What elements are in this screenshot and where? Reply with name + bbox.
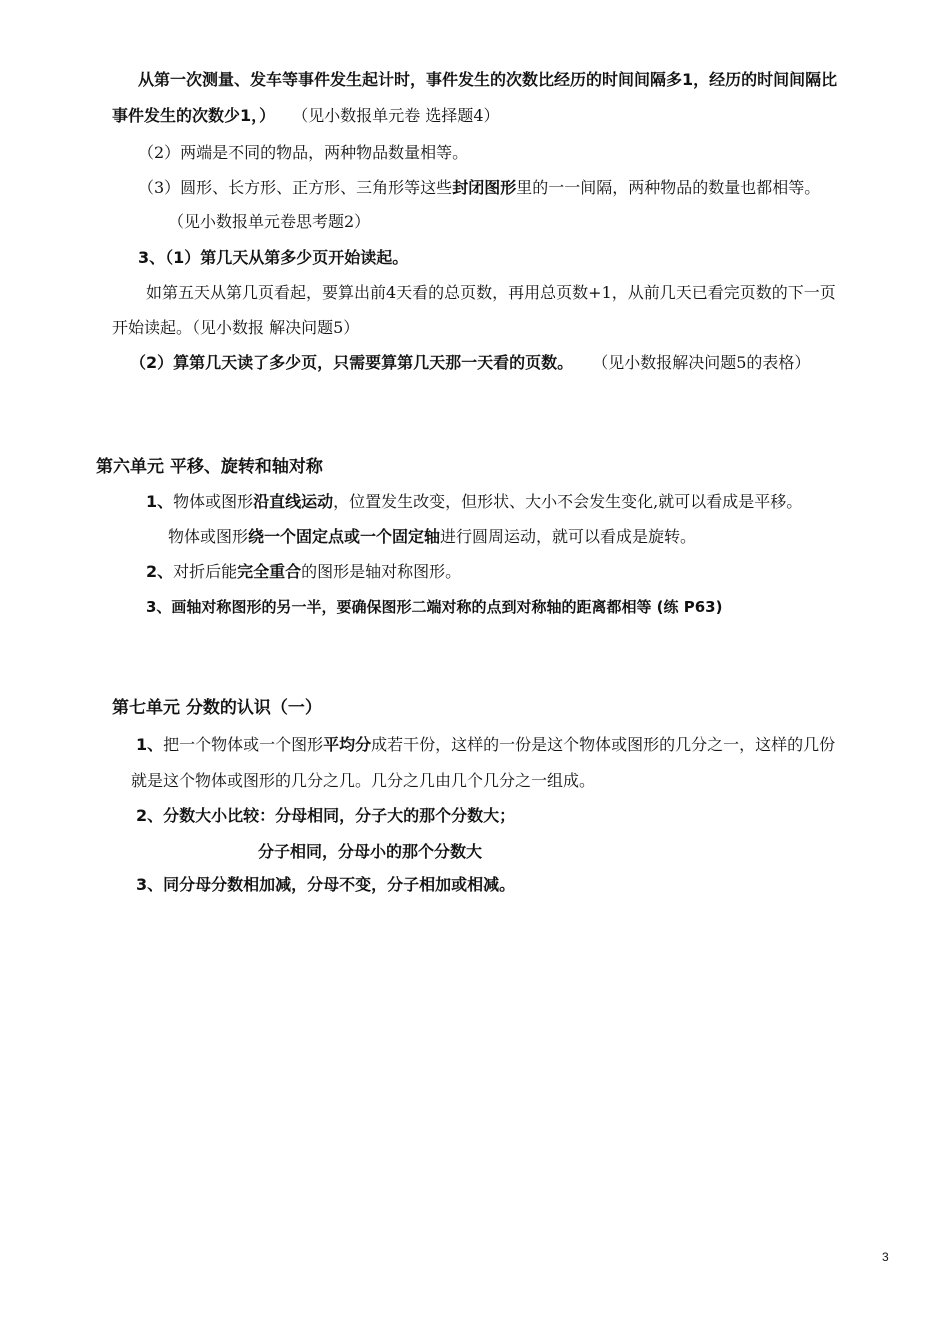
unit6-title (96, 457, 323, 477)
unit6-item-rotation (168, 527, 696, 547)
reading-pages-heading (138, 248, 408, 268)
compare-text: 2、分数大小比较：分母相同，分子大的那个分数大； (136, 806, 516, 825)
daily-pages-rule (130, 353, 810, 373)
unit7-title-text: 第七单元 分数的认识（一） (112, 698, 322, 718)
unit7-item-compare-cont (258, 842, 482, 862)
reading-pages-example-cont (112, 318, 359, 338)
draw-half-text: 3、画轴对称图形的另一半，要确保图形二端对称的点到对称轴的距离都相等 (练 P63) (146, 598, 723, 616)
fraction-def-cont-text: 就是这个物体或图形的几分之几。几分之几由几个几分之一组成。 (131, 771, 596, 790)
symmetry-bold: 完全重合 (237, 562, 302, 581)
page-number: 3 (882, 1250, 889, 1264)
unit6-title-text: 第六单元 平移、旋转和轴对称 (96, 457, 323, 477)
closed-shapes-pre: （3）圆形、长方形、正方形、三角形等这些 (138, 178, 453, 197)
paragraph-two-ends-different (138, 143, 468, 163)
two-ends-text: （2）两端是不同的物品，两种物品数量相等。 (138, 143, 469, 162)
reference-note: （见小数报单元卷 选择题4） (292, 106, 500, 125)
reference-note: （见小数报单元卷思考题2） (168, 212, 371, 231)
unit7-item-fraction-def-cont (131, 771, 595, 791)
paragraph-interval-rule-cont (112, 106, 500, 126)
rotation-bold: 绕一个固定点或一个固定轴 (248, 527, 441, 546)
reading-pages-example (146, 283, 836, 303)
fraction-def-post: 成若干份，这样的一份是这个物体或图形的几分之一，这样的几份 (371, 735, 836, 754)
closed-shapes-bold: 封闭图形 (452, 178, 517, 197)
unit6-item-draw-half (146, 597, 722, 617)
item-number: 1、 (146, 492, 174, 511)
rotation-post: 进行圆周运动，就可以看成是旋转。 (440, 527, 697, 546)
unit7-item-compare (136, 806, 515, 826)
reading-pages-heading-text: 3、（1）第几天从第多少页开始读起。 (138, 248, 409, 267)
interval-rule-text: 从第一次测量、发车等事件发生起计时，事件发生的次数比经历的时间间隔多1，经历的时间间隔比 (138, 70, 838, 89)
reading-pages-example-text: 如第五天从第几页看起，要算出前4天看的总页数，再用总页数+1，从前几天已看完页数的下一页 (146, 283, 836, 302)
unit7-title (112, 698, 322, 718)
unit6-item-translation (146, 492, 802, 512)
reference-note-closed-shapes (168, 212, 370, 232)
translation-pre: 物体或图形 (173, 492, 254, 511)
interval-rule-text-cont: 事件发生的次数少1，） (112, 106, 276, 125)
rotation-pre: 物体或图形 (168, 527, 249, 546)
reference-note: （见小数报解决问题5的表格） (592, 353, 811, 372)
unit6-item-symmetry (146, 562, 461, 582)
translation-bold: 沿直线运动 (253, 492, 334, 511)
reading-pages-example-text-cont: 开始读起。（见小数报 解决问题5） (112, 318, 360, 337)
paragraph-closed-shapes (138, 178, 820, 198)
item-number: 1、 (136, 735, 164, 754)
daily-pages-rule-text: （2）算第几天读了多少页，只需要算第几天那一天看的页数。 (130, 353, 574, 372)
fraction-def-pre: 把一个物体或一个图形 (163, 735, 324, 754)
item-number: 2、 (146, 562, 174, 581)
add-subtract-text: 3、同分母分数相加减，分母不变，分子相加或相减。 (136, 875, 516, 894)
closed-shapes-post: 里的一一间隔，两种物品的数量也都相等。 (516, 178, 821, 197)
symmetry-post: 的图形是轴对称图形。 (301, 562, 462, 581)
unit7-item-add-subtract (136, 875, 515, 895)
symmetry-pre: 对折后能 (173, 562, 238, 581)
fraction-def-bold: 平均分 (323, 735, 372, 754)
paragraph-interval-rule (138, 70, 837, 90)
translation-post: ，位置发生改变，但形状、大小不会发生变化,就可以看成是平移。 (333, 492, 803, 511)
compare-text-cont: 分子相同，分母小的那个分数大 (258, 842, 483, 861)
unit7-item-fraction-def (136, 735, 835, 755)
